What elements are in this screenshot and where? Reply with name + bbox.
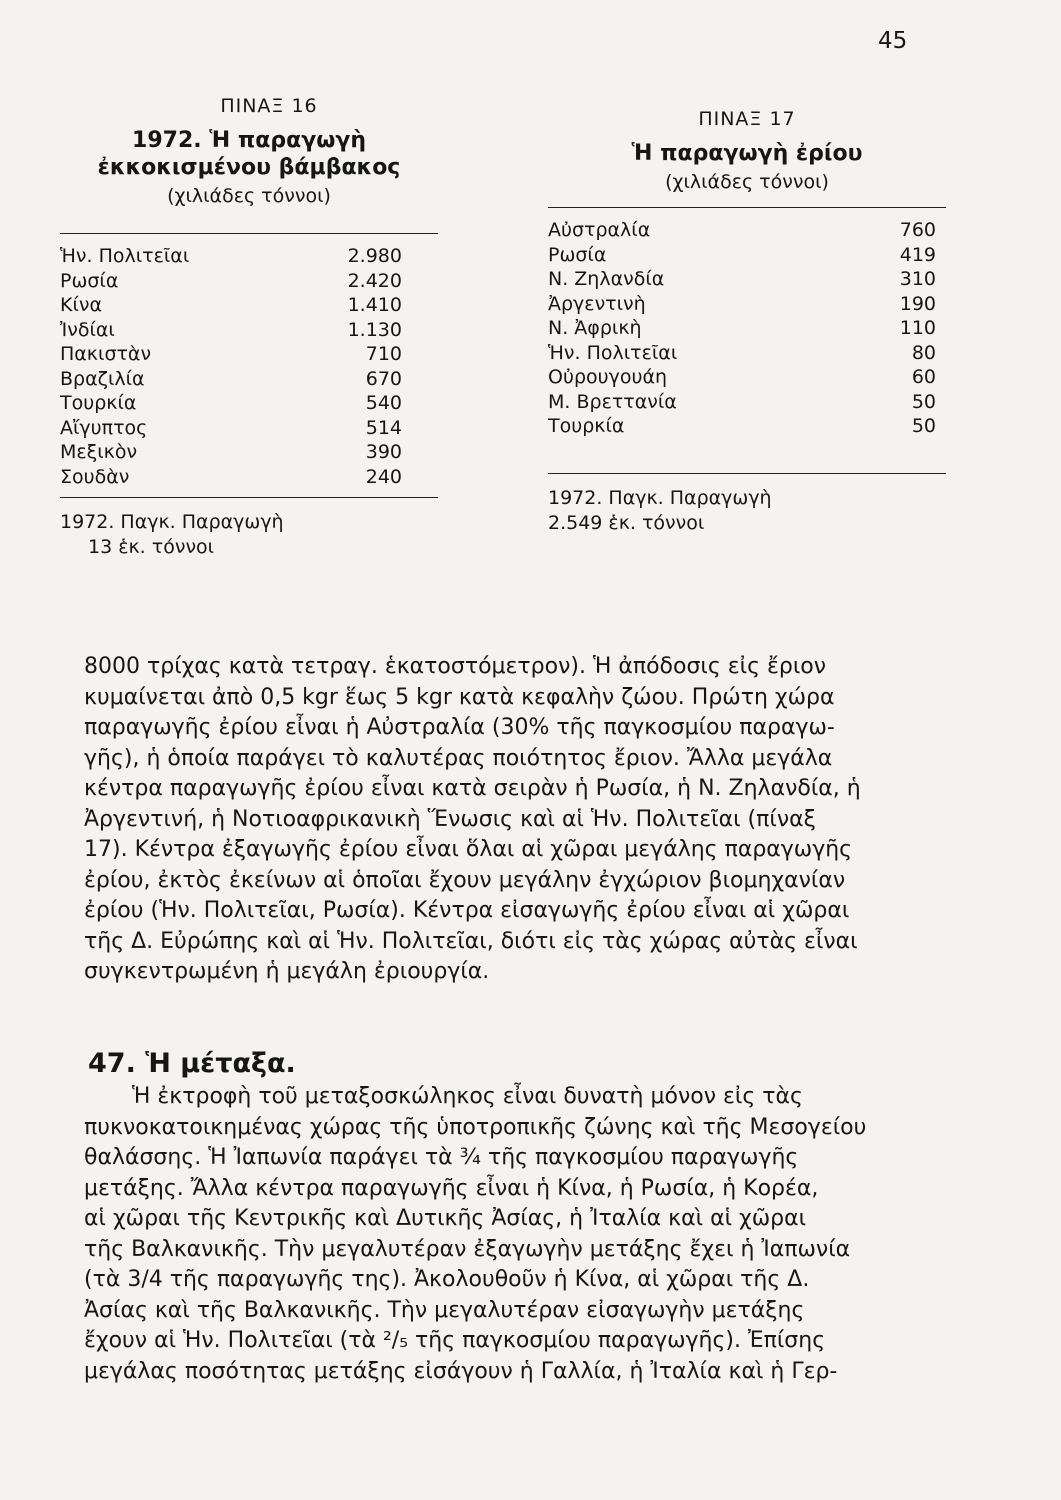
table-row bbox=[60, 440, 438, 465]
country: Οὐρουγουάη bbox=[548, 366, 668, 388]
table-row bbox=[548, 390, 946, 415]
country: Αἴγυπτος bbox=[60, 416, 148, 439]
table-label: ΠΙΝΑΞ 17 bbox=[698, 108, 796, 130]
table-label: ΠΙΝΑΞ 16 bbox=[220, 95, 318, 117]
table-row bbox=[60, 465, 438, 490]
table-row bbox=[548, 218, 946, 243]
value: 390 bbox=[365, 441, 402, 463]
text-line: μεγάλας ποσότητας μετάξης εἰσάγουν ἡ Γαλλία, ἡ Ἰταλία καὶ ἡ Γερ- bbox=[84, 1358, 838, 1384]
country: Ἡν. Πολιτεῖαι bbox=[548, 341, 678, 364]
value: 540 bbox=[365, 392, 402, 414]
value: 670 bbox=[365, 367, 402, 390]
country: Ἀργεντινὴ bbox=[548, 292, 646, 315]
table-title-line: ἐκκοκισμένου βάμβακος bbox=[97, 155, 401, 180]
table-row bbox=[548, 341, 946, 366]
table-title bbox=[60, 127, 438, 181]
table-row bbox=[548, 267, 946, 292]
value: 710 bbox=[365, 343, 402, 365]
text-line: συγκεντρωμένη ἡ μεγάλη ἐριουργία. bbox=[84, 959, 490, 984]
text-line: ἐρίου (Ἡν. Πολιτεῖαι, Ρωσία). Κέντρα εἰσαγωγῆς ἐρίου εἶναι αἱ χῶραι bbox=[84, 898, 850, 923]
table-row bbox=[60, 293, 438, 318]
table-rule bbox=[60, 233, 438, 234]
country: Σουδὰν bbox=[60, 465, 130, 488]
text-line: πυκνοκατοικημένας χώρας τῆς ὑποτροπικῆς ζώνης καὶ τῆς Μεσογείου bbox=[84, 1114, 867, 1140]
table-total bbox=[548, 486, 946, 536]
value: 2.980 bbox=[347, 245, 402, 267]
paragraph-silk bbox=[84, 1082, 940, 1387]
table-row bbox=[60, 318, 438, 343]
total-line: 1972. Παγκ. Παραγωγὴ bbox=[60, 511, 284, 533]
table-row bbox=[548, 292, 946, 317]
country: Ρωσία bbox=[60, 269, 119, 292]
text-line: κυμαίνεται ἀπὸ 0,5 kgr ἕως 5 kgr κατὰ κεφαλὴν ζώου. Πρώτη χώρα bbox=[84, 684, 835, 710]
total-line: 2.549 ἑκ. τόννοι bbox=[548, 511, 705, 534]
table-rule bbox=[548, 473, 946, 474]
value: 50 bbox=[911, 390, 936, 413]
table-row bbox=[548, 414, 946, 439]
table-row bbox=[60, 391, 438, 416]
paragraph-wool bbox=[84, 652, 940, 988]
text-line: 17). Κέντρα ἐξαγωγῆς ἐρίου εἶναι ὅλαι αἱ χῶραι μεγάλης παραγωγῆς bbox=[84, 837, 853, 862]
table-rule bbox=[60, 497, 438, 498]
text-line: γῆς), ἡ ὁποία παράγει τὸ καλυτέρας ποιότητος ἔριον. Ἄλλα μεγάλα bbox=[84, 745, 833, 771]
value: 190 bbox=[899, 292, 936, 315]
text-line: τῆς Βαλκανικῆς. Τὴν μεγαλυτέραν ἐξαγωγὴν μετάξης ἔχει ἡ Ἰαπωνία bbox=[84, 1236, 851, 1262]
table-title: Ἡ παραγωγὴ ἐρίου bbox=[631, 141, 863, 166]
total-line: 1972. Παγκ. Παραγωγὴ bbox=[548, 486, 772, 509]
table-rule bbox=[548, 207, 946, 208]
text-line: θαλάσσης. Ἡ Ἰαπωνία παράγει τὰ ¾ τῆς παγκοσμίου παραγωγῆς bbox=[84, 1145, 799, 1170]
country: Βραζιλία bbox=[60, 367, 145, 390]
text-line: (τὰ 3/4 τῆς παραγωγῆς της). Ἀκολουθοῦν ἡ Κίνα, αἱ χῶραι τῆς Δ. bbox=[84, 1267, 810, 1292]
page-number: 45 bbox=[878, 28, 908, 54]
table-unit: (χιλιάδες τόννοι) bbox=[167, 185, 331, 207]
value: 50 bbox=[911, 415, 936, 437]
total-line: 13 ἑκ. τόννοι bbox=[88, 536, 215, 558]
value: 1.130 bbox=[347, 318, 402, 341]
country: Μ. Βρεττανία bbox=[548, 390, 677, 413]
value: 60 bbox=[911, 366, 936, 388]
text-line: 8000 τρίχας κατὰ τετραγ. ἑκατοστόμετρον). Ἡ ἀπόδοσις εἰς ἔριον bbox=[84, 654, 827, 679]
value: 310 bbox=[899, 268, 936, 290]
value: 514 bbox=[365, 416, 402, 439]
table-17 bbox=[548, 108, 946, 536]
value: 110 bbox=[899, 317, 936, 339]
text-line: ἔχουν αἱ Ἡν. Πολιτεῖαι (τὰ ²/₅ τῆς παγκοσμίου παραγωγῆς). Ἐπίσης bbox=[84, 1328, 826, 1353]
value: 1.410 bbox=[347, 294, 402, 316]
text-line: Ἀργεντινή, ἡ Νοτιοαφρικανικὴ Ἕνωσις καὶ αἱ Ἡν. Πολιτεῖαι (πίναξ bbox=[84, 806, 816, 832]
country: Ἡν. Πολιτεῖαι bbox=[60, 245, 190, 267]
country: Τουρκία bbox=[548, 415, 625, 437]
country: Αὐστραλία bbox=[548, 219, 651, 241]
country: Ρωσία bbox=[548, 243, 607, 266]
value: 80 bbox=[911, 341, 936, 364]
table-rows bbox=[60, 244, 438, 489]
value: 419 bbox=[899, 243, 936, 266]
text-line: μετάξης. Ἄλλα κέντρα παραγωγῆς εἶναι ἡ Κίνα, ἡ Ρωσία, ἡ Κορέα, bbox=[84, 1175, 819, 1201]
country: Πακιστὰν bbox=[60, 343, 152, 365]
table-unit: (χιλιάδες τόννοι) bbox=[665, 171, 829, 193]
country: Ἰνδίαι bbox=[60, 318, 115, 341]
table-row bbox=[60, 367, 438, 392]
text-line: Ἀσίας καὶ τῆς Βαλκανικῆς. Τὴν μεγαλυτέραν εἰσαγωγὴν μετάξης bbox=[84, 1297, 805, 1323]
section-heading: 47. Ἡ μέταξα. bbox=[88, 1048, 296, 1079]
table-row bbox=[548, 365, 946, 390]
table-title-line: 1972. Ἡ παραγωγὴ bbox=[132, 128, 366, 153]
text-line: παραγωγῆς ἐρίου εἶναι ἡ Αὐστραλία (30% τῆς παγκοσμίου παραγω- bbox=[84, 715, 835, 740]
table-row bbox=[548, 243, 946, 268]
table-row bbox=[548, 316, 946, 341]
country: Κίνα bbox=[60, 294, 103, 316]
text-line: ἐρίου, ἐκτὸς ἐκείνων αἱ ὁποῖαι ἔχουν μεγάλην ἐγχώριον βιομηχανίαν bbox=[84, 867, 846, 893]
country: Ν. Ἀφρικὴ bbox=[548, 317, 642, 339]
country: Μεξικὸν bbox=[60, 441, 138, 463]
table-row bbox=[60, 269, 438, 294]
table-total bbox=[60, 510, 438, 560]
country: Ν. Ζηλανδία bbox=[548, 268, 665, 290]
table-row bbox=[60, 342, 438, 367]
text-line: Ἡ ἐκτροφὴ τοῦ μεταξοσκώληκος εἶναι δυνατὴ μόνον εἰς τὰς bbox=[132, 1084, 803, 1109]
table-16 bbox=[60, 95, 438, 560]
table-row bbox=[60, 416, 438, 441]
text-line: αἱ χῶραι τῆς Κεντρικῆς καὶ Δυτικῆς Ἀσίας, ἡ Ἰταλία καὶ αἱ χῶραι bbox=[84, 1206, 807, 1231]
table-rows bbox=[548, 218, 946, 439]
value: 2.420 bbox=[347, 269, 402, 292]
text-line: κέντρα παραγωγῆς ἐρίου εἶναι κατὰ σειρὰν ἡ Ρωσία, ἡ Ν. Ζηλανδία, ἡ bbox=[84, 776, 861, 801]
text-line: τῆς Δ. Εὐρώπης καὶ αἱ Ἡν. Πολιτεῖαι, διότι εἰς τὰς χώρας αὐτὰς εἶναι bbox=[84, 928, 858, 954]
value: 240 bbox=[365, 465, 402, 488]
country: Τουρκία bbox=[60, 392, 137, 414]
table-row bbox=[60, 244, 438, 269]
value: 760 bbox=[899, 219, 936, 241]
